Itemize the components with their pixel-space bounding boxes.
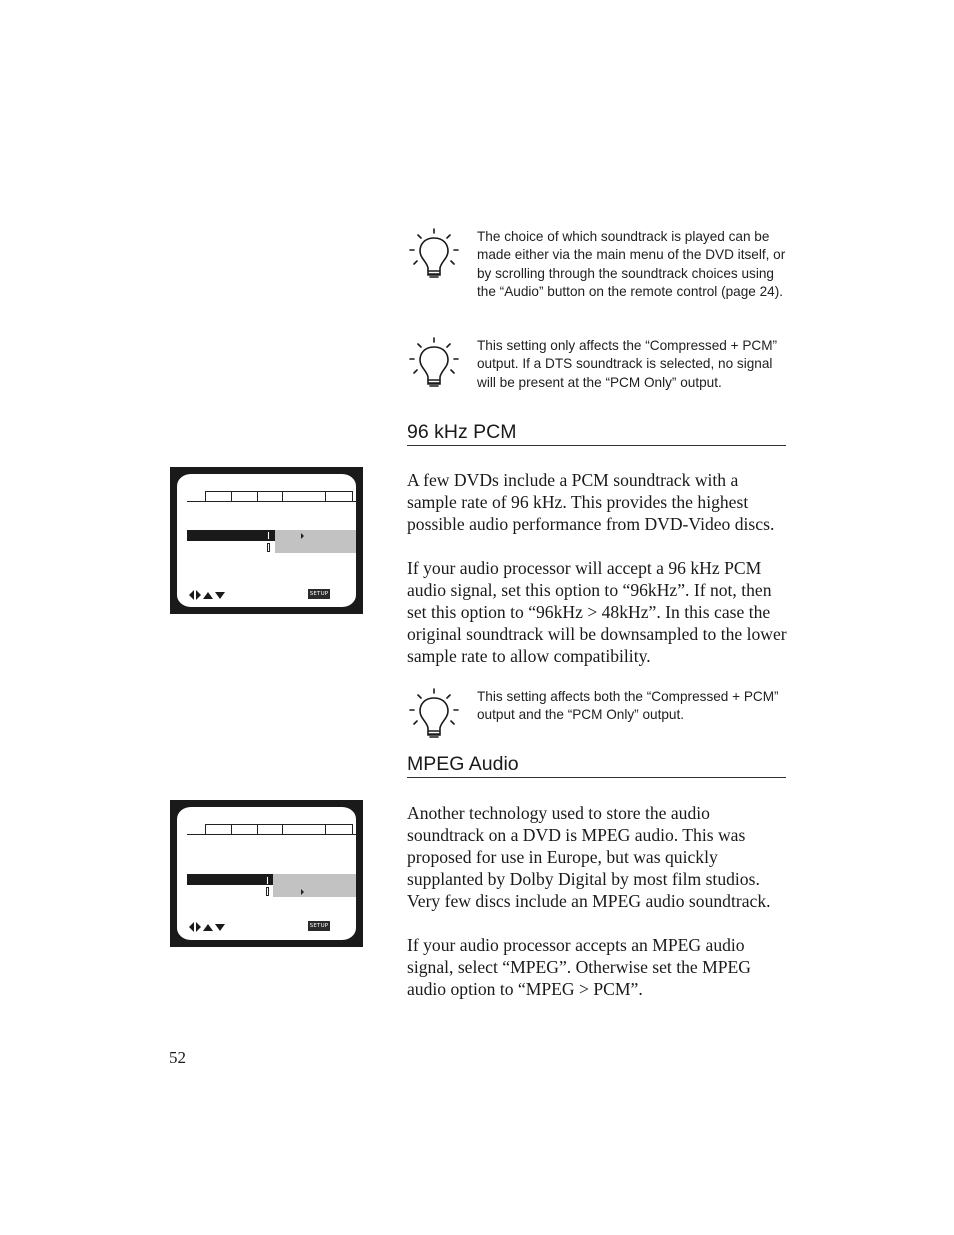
tip-text: The choice of which soundtrack is played can be made either via the main menu of the DVD itself, or by scrolling through the soundtrack choices using the “Audio” button on the remote control (page 24). [477,229,786,299]
option-box [267,531,270,540]
body-paragraph: Another technology used to store the audio soundtrack on a DVD is MPEG audio. This was proposed for use in Europe, but was quickly supplanted by Dolby Digital by most film studios. Very few discs include an MPEG audio soundtrack. [407,803,771,911]
setup-menu-illustration-96khz [170,467,363,614]
tip-note-1 [408,228,788,320]
selection-arrow-icon [301,533,304,539]
selected-menu-row [187,530,275,541]
section-heading-96khz: 96 kHz PCM [407,420,786,446]
tip-note-3 [408,688,788,744]
lightbulb-icon [408,688,460,744]
tv-screen [177,807,356,940]
body-paragraph: If your audio processor will accept a 96 kHz PCM audio signal, set this option to “96kHz”. If not, then set this option to “96kHz > 48kHz”. In this case the original soundtrack will be downsampled to the lower sample rate to allow compatibility. [407,558,787,666]
option-box [267,543,270,552]
section-heading-mpeg: MPEG Audio [407,752,786,778]
body-paragraph: A few DVDs include a PCM soundtrack with a sample rate of 96 kHz. This provides the highest possible audio performance from DVD-Video discs. [407,470,775,534]
tip-text: This setting only affects the “Compressed + PCM” output. If a DTS soundtrack is selected, no signal will be present at the “PCM Only” output. [477,338,778,390]
lightbulb-icon [408,337,460,393]
option-box [266,876,269,885]
setup-badge: SETUP [309,591,329,597]
tip-note-2 [408,337,788,393]
option-panel [275,530,356,553]
page-number: 52 [169,1048,186,1067]
setup-badge: SETUP [309,923,329,929]
setup-menu-illustration-mpeg [170,800,363,947]
tv-screen [177,474,356,607]
option-panel [273,874,356,897]
selected-menu-row [187,874,273,885]
selection-arrow-icon [301,889,304,895]
tip-text: This setting affects both the “Compressed + PCM” output and the “PCM Only” output. [477,689,779,723]
option-box [266,887,269,896]
lightbulb-icon [408,228,460,284]
body-paragraph: If your audio processor accepts an MPEG audio signal, select “MPEG”. Otherwise set the MPEG audio option to “MPEG > PCM”. [407,935,751,999]
arrow-keys-icon [189,590,227,600]
arrow-keys-icon [189,922,227,932]
